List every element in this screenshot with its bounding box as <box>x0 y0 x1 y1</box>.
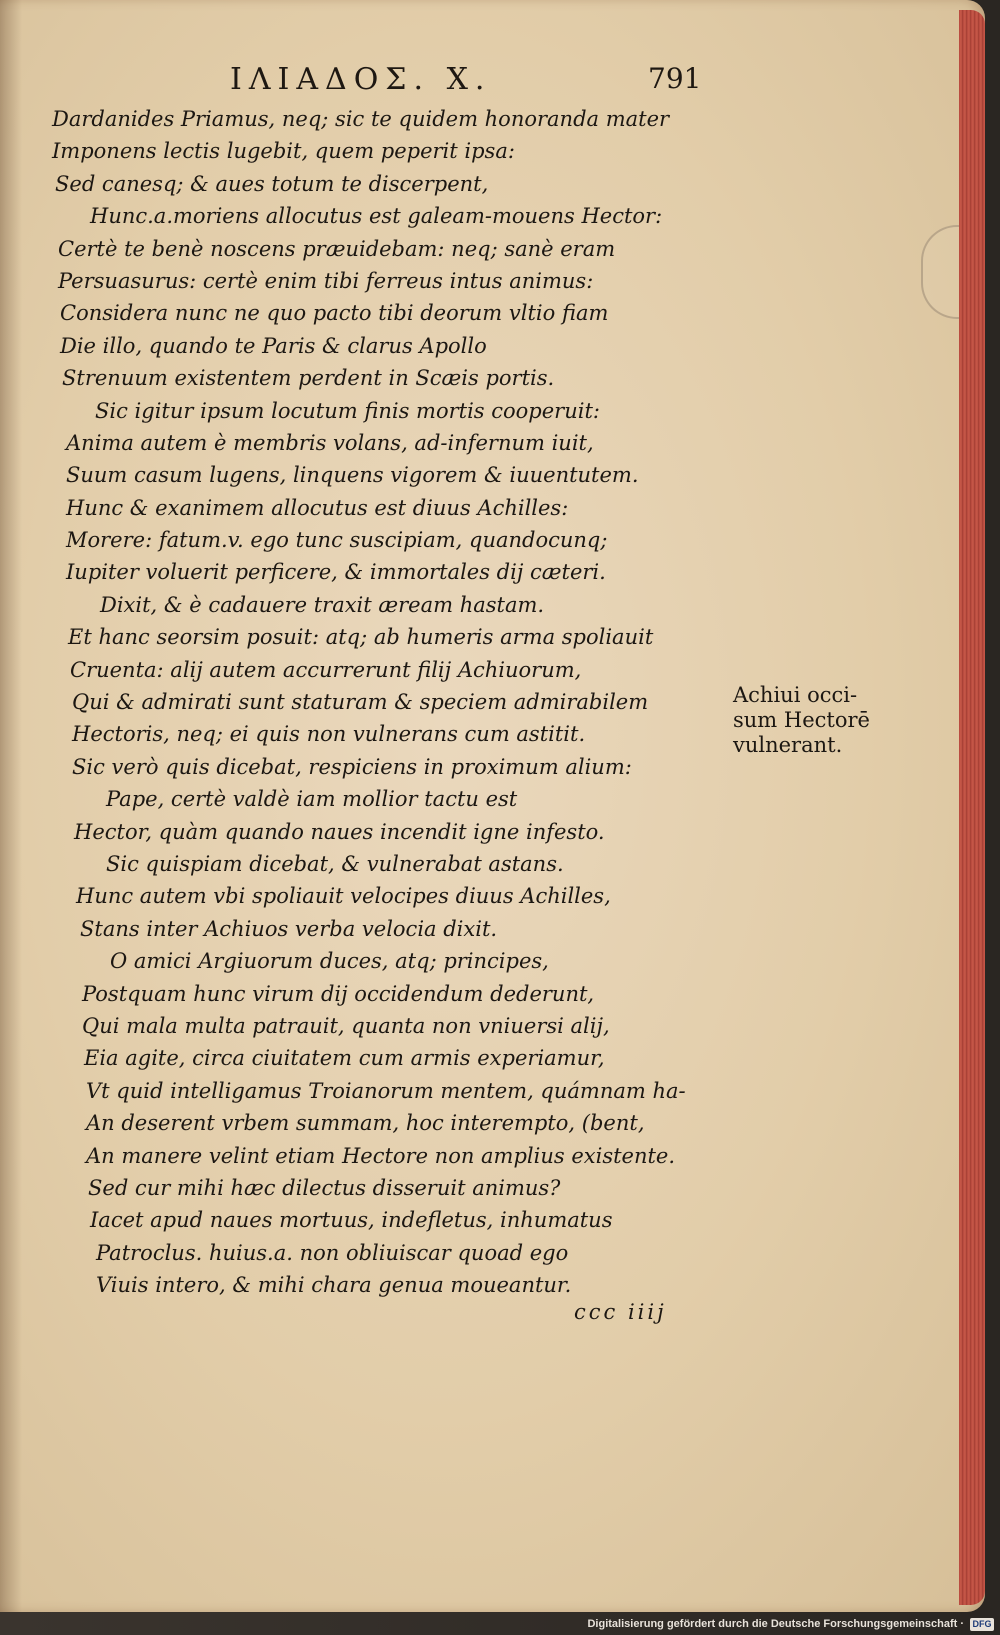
text-line: Vt quid intelligamus Troianorum mentem, quámnam ha- <box>86 1078 686 1103</box>
footer-credit: Digitalisierung gefördert durch die Deutsche Forschungsgemeinschaft · <box>587 1618 964 1630</box>
digitization-footer <box>587 1616 994 1632</box>
text-line: Anima autem è membris volans, ad-infernum iuit, <box>66 430 594 455</box>
dfg-logo-icon: DFG <box>970 1618 994 1631</box>
text-line: Hectoris, neq; ei quis non vulnerans cum astitit. <box>72 722 586 747</box>
text-line: Hunc.a.moriens allocutus est galeam-mouens Hector: <box>90 204 663 229</box>
text-line: Iacet apud naues mortuus, indefletus, inhumatus <box>90 1208 613 1233</box>
text-line: Hunc & exanimem allocutus est diuus Achilles: <box>66 495 569 520</box>
text-line: Die illo, quando te Paris & clarus Apollo <box>60 333 487 358</box>
text-line: Sic quispiam dicebat, & vulnerabat astans. <box>106 851 564 876</box>
running-title: ΙΛΙΑΔΟΣ. Χ. <box>230 62 492 97</box>
text-line: Qui mala multa patrauit, quanta non vniuersi alij, <box>82 1013 610 1038</box>
verse-text-block <box>0 103 740 1301</box>
text-line: Stans inter Achiuos verba velocia dixit. <box>80 916 498 941</box>
red-page-edge <box>959 10 985 1605</box>
text-line: Considera nunc ne quo pacto tibi deorum vltio fiam <box>60 301 609 326</box>
text-line: Hunc autem vbi spoliauit velocipes diuus Achilles, <box>76 884 611 909</box>
text-line: Morere: fatum.v. ego tunc suscipiam, quandocunq; <box>66 528 608 553</box>
text-line: Iupiter voluerit perficere, & immortales dij cæteri. <box>66 560 606 585</box>
signature-mark: ccc iiij <box>574 1300 667 1324</box>
text-line: Dardanides Priamus, neq; sic te quidem honoranda mater <box>52 107 670 131</box>
text-line: Sic igitur ipsum locutum finis mortis cooperuit: <box>95 398 600 423</box>
text-line: An deserent vrbem summam, hoc interempto, (bent, <box>86 1111 645 1136</box>
text-line: Et hanc seorsim posuit: atq; ab humeris arma spoliauit <box>68 625 654 650</box>
text-line: Patroclus. huius.a. non obliuiscar quoad ego <box>96 1240 569 1265</box>
text-line: Cruenta: alij autem accurrerunt filij Achiuorum, <box>70 657 582 682</box>
text-line: Sed canesq; & aues totum te discerpent, <box>55 171 489 196</box>
text-line: Pape, certè valdè iam mollior tactu est <box>106 787 518 812</box>
text-line: Certè te benè noscens præuidebam: neq; sanè eram <box>58 236 616 261</box>
text-line: Sic verò quis dicebat, respiciens in proximum alium: <box>72 754 632 779</box>
marginal-note-line: sum Hectorē <box>733 708 870 732</box>
text-line: Viuis intero, & mihi chara genua moueantur. <box>96 1273 572 1298</box>
text-line: An manere velint etiam Hectore non amplius existente. <box>86 1143 676 1168</box>
text-line: Imponens lectis lugebit, quem peperit ipsa: <box>52 139 515 164</box>
page-tab-mark <box>921 225 959 319</box>
text-line: Suum casum lugens, linquens vigorem & iuuentutem. <box>66 463 639 488</box>
page-header <box>0 62 780 102</box>
text-line: Hector, quàm quando naues incendit igne infesto. <box>74 819 605 844</box>
text-line: Qui & admirati sunt staturam & speciem admirabilem <box>72 690 649 715</box>
text-line: Sed cur mihi hæc dilectus disseruit animus? <box>88 1175 561 1200</box>
marginal-note-line: vulnerant. <box>733 733 843 757</box>
text-line: Strenuum existentem perdent in Scæis portis. <box>62 366 555 391</box>
text-line: Eia agite, circa ciuitatem cum armis experiamur, <box>84 1046 605 1071</box>
text-line: Postquam hunc virum dij occidendum dederunt, <box>82 981 595 1006</box>
page-number: 791 <box>648 62 702 95</box>
text-line: Dixit, & è cadauere traxit æream hastam. <box>100 592 545 617</box>
text-line: Persuasurus: certè enim tibi ferreus intus animus: <box>58 268 594 293</box>
text-line: O amici Argiuorum duces, atq; principes, <box>110 949 549 974</box>
marginal-note <box>733 683 893 758</box>
marginal-note-line: Achiui occi- <box>733 683 858 707</box>
